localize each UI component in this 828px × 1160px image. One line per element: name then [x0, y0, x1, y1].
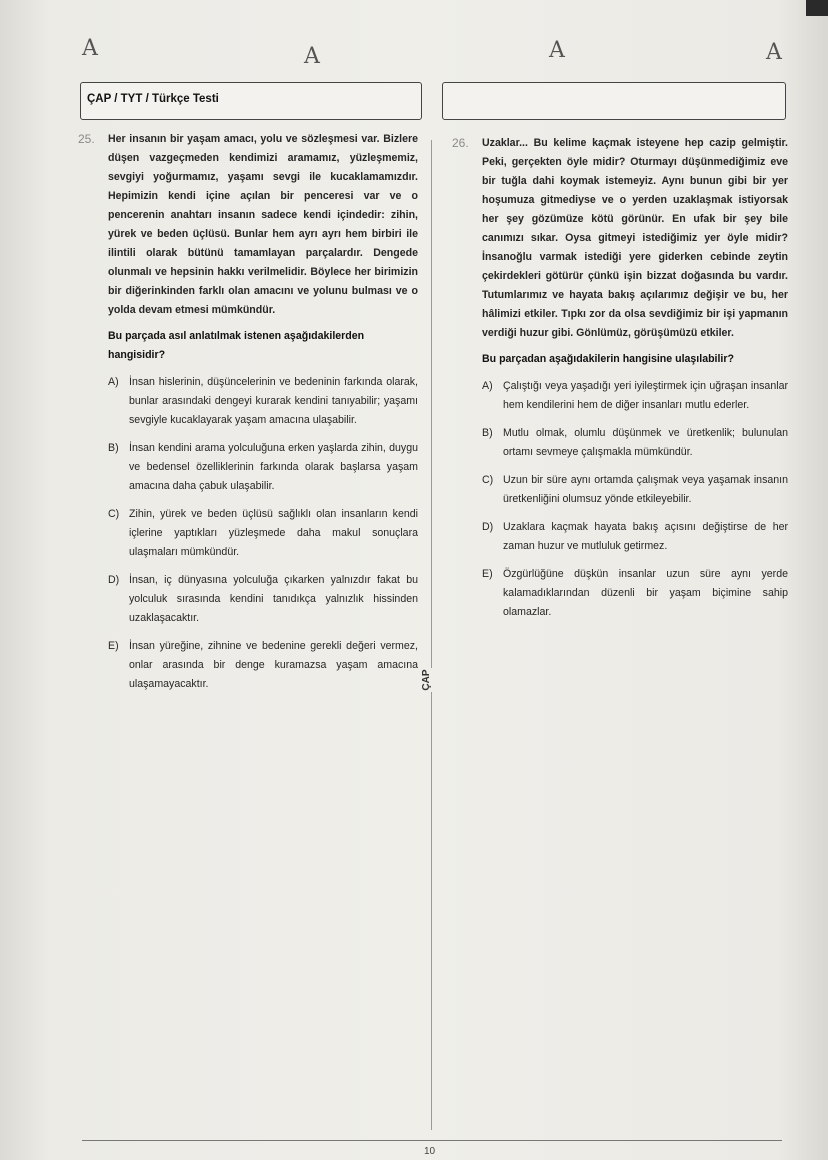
option-letter: E) — [108, 640, 119, 652]
option-text: Özgürlüğüne düşkün insanlar uzun süre aynı yerde kalamadıklarından düzenli bir yaşam biçimine sahip olamazlar. — [503, 568, 788, 618]
option-letter: E) — [482, 568, 493, 580]
option-b[interactable] — [482, 424, 788, 462]
scan-corner — [806, 0, 828, 16]
option-text: İnsan yüreğine, zihnine ve bedenine gerekli değeri vermez, onlar arasında bir denge kuramazsa yaşam amacına ulaşamayacaktır. — [129, 640, 418, 690]
option-letter: B) — [108, 442, 119, 454]
booklet-mark: A — [82, 36, 98, 61]
option-letter: A) — [108, 376, 119, 388]
option-a[interactable] — [482, 377, 788, 415]
option-letter: C) — [108, 508, 120, 520]
option-text: Mutlu olmak, olumlu düşünmek ve üretkenlik; bulunulan ortamı sevmeye çalışmakla mümkündür. — [503, 427, 788, 458]
question-prompt: Bu parçadan aşağıdakilerin hangisine ulaşılabilir? — [482, 353, 734, 365]
option-c[interactable] — [108, 505, 418, 562]
option-text: İnsan hislerinin, düşüncelerinin ve bedeninin farkında olarak, bunlar arasındaki dengeyi kurarak kendini tanıyabilir; yaşamı sevgiyle kucaklayarak yaşam amacına ulaşabilir. — [129, 376, 418, 426]
option-c[interactable] — [482, 471, 788, 509]
option-letter: C) — [482, 474, 494, 486]
booklet-mark: A — [304, 44, 320, 69]
option-text: Uzun bir süre aynı ortamda çalışmak veya yaşamak insanın üretkenliğini olumsuz yönde etkileyebilir. — [503, 474, 788, 505]
empty-header-box — [442, 82, 786, 120]
page-number: 10 — [424, 1146, 436, 1157]
option-text: Çalıştığı veya yaşadığı yeri iyileştirmek için uğraşan insanlar hem kendilerini hem de diğer insanları mutlu ederler. — [503, 380, 788, 411]
option-text: Zihin, yürek ve beden üçlüsü sağlıklı olan insanların kendi içlerine yaptıkları yüzleşmede daha makul sonuçlara ulaşmaları mümkündür. — [129, 508, 418, 558]
option-d[interactable] — [108, 571, 418, 628]
question-number: 26. — [452, 136, 469, 150]
option-text: İnsan, iç dünyasına yolculuğa çıkarken yalnızdır fakat bu yolculuk sırasında kendini tanıdıkça yalnızlık hissinden uzaklaşacaktır. — [129, 574, 418, 624]
option-e[interactable] — [108, 637, 418, 694]
column-divider — [431, 140, 432, 1130]
option-e[interactable] — [482, 565, 788, 622]
option-d[interactable] — [482, 518, 788, 556]
side-label: ÇAP — [421, 668, 441, 692]
option-text: İnsan kendini arama yolculuğuna erken yaşlarda zihin, duygu ve bedensel özelliklerinin farkında olarak başlarsa yaşam amacına daha çabuk ulaşabilir. — [129, 442, 418, 492]
option-b[interactable] — [108, 439, 418, 496]
test-title-box — [80, 82, 422, 120]
question-stem: Her insanın bir yaşam amacı, yolu ve sözleşmesi var. Bizlere düşen vazgeçmeden kendimizi aramamız, yüzleşmemiz, sevgiyi yoğurmamız, yaşamı sevgi ile kucaklamamızdır. Hepimizin kendi içine açılan bir penceresi var ve o pencerenin anahtarı insanın sadece kendi içindedir: zihin, yürek ve beden üçlüsü. Bunlar hem ayrı ayrı hem birbiri ile ilintili olarak bütünü tamamlayan parçalardır. Dengede olunmalı ve hepsinin hakkı verilmelidir. Böylece her birimizin bir diğerinkinden farklı olan amacını ve yolunu bulması ve o yolda devam etmesi mümkündür. — [108, 133, 418, 316]
option-a[interactable] — [108, 373, 418, 430]
option-letter: D) — [482, 521, 494, 533]
question-26 — [452, 134, 788, 631]
question-25 — [78, 130, 418, 703]
option-letter: B) — [482, 427, 493, 439]
booklet-mark: A — [549, 38, 565, 63]
footer-rule — [82, 1140, 782, 1141]
option-letter: A) — [482, 380, 493, 392]
booklet-mark: A — [766, 40, 782, 65]
option-text: Uzaklara kaçmak hayata bakış açısını değiştirse de her zaman huzur ve mutluluk getirmez. — [503, 521, 788, 552]
option-letter: D) — [108, 574, 120, 586]
question-number: 25. — [78, 132, 95, 146]
question-prompt: Bu parçada asıl anlatılmak istenen aşağıdakilerden hangisidir? — [108, 330, 365, 361]
question-stem: Uzaklar... Bu kelime kaçmak isteyene hep cazip gelmiştir. Peki, gerçekten öyle midir? Oturmayı düşünmediğimiz eve bir tuğla dahi koymak istemeyiz. Aynı bunun gibi bir yer hoşumuza gitmediyse ve o yerden uzaklaşmak istiyorsak her şey gözümüze kötü görünür. En ufak bir şey bile canımızı sıkar. Oysa gitmeyi istediğimiz yer öyle midir? İnsanoğlu varmak istediği yere giderken cebinde zeytin çekirdekleri götürür çünkü işin bizzat doğasında bu vardır. Tutumlarımız ve hayata bakış açılarımız değişir ve bu, her hâlimizi etkiler. Tıpkı zor da olsa sevdiğimiz bir işi yapmanın verdiği huzur gibi. Gönlümüz, görüşümüzü etkiler. — [482, 137, 788, 339]
test-title: ÇAP / TYT / Türkçe Testi — [87, 93, 219, 105]
